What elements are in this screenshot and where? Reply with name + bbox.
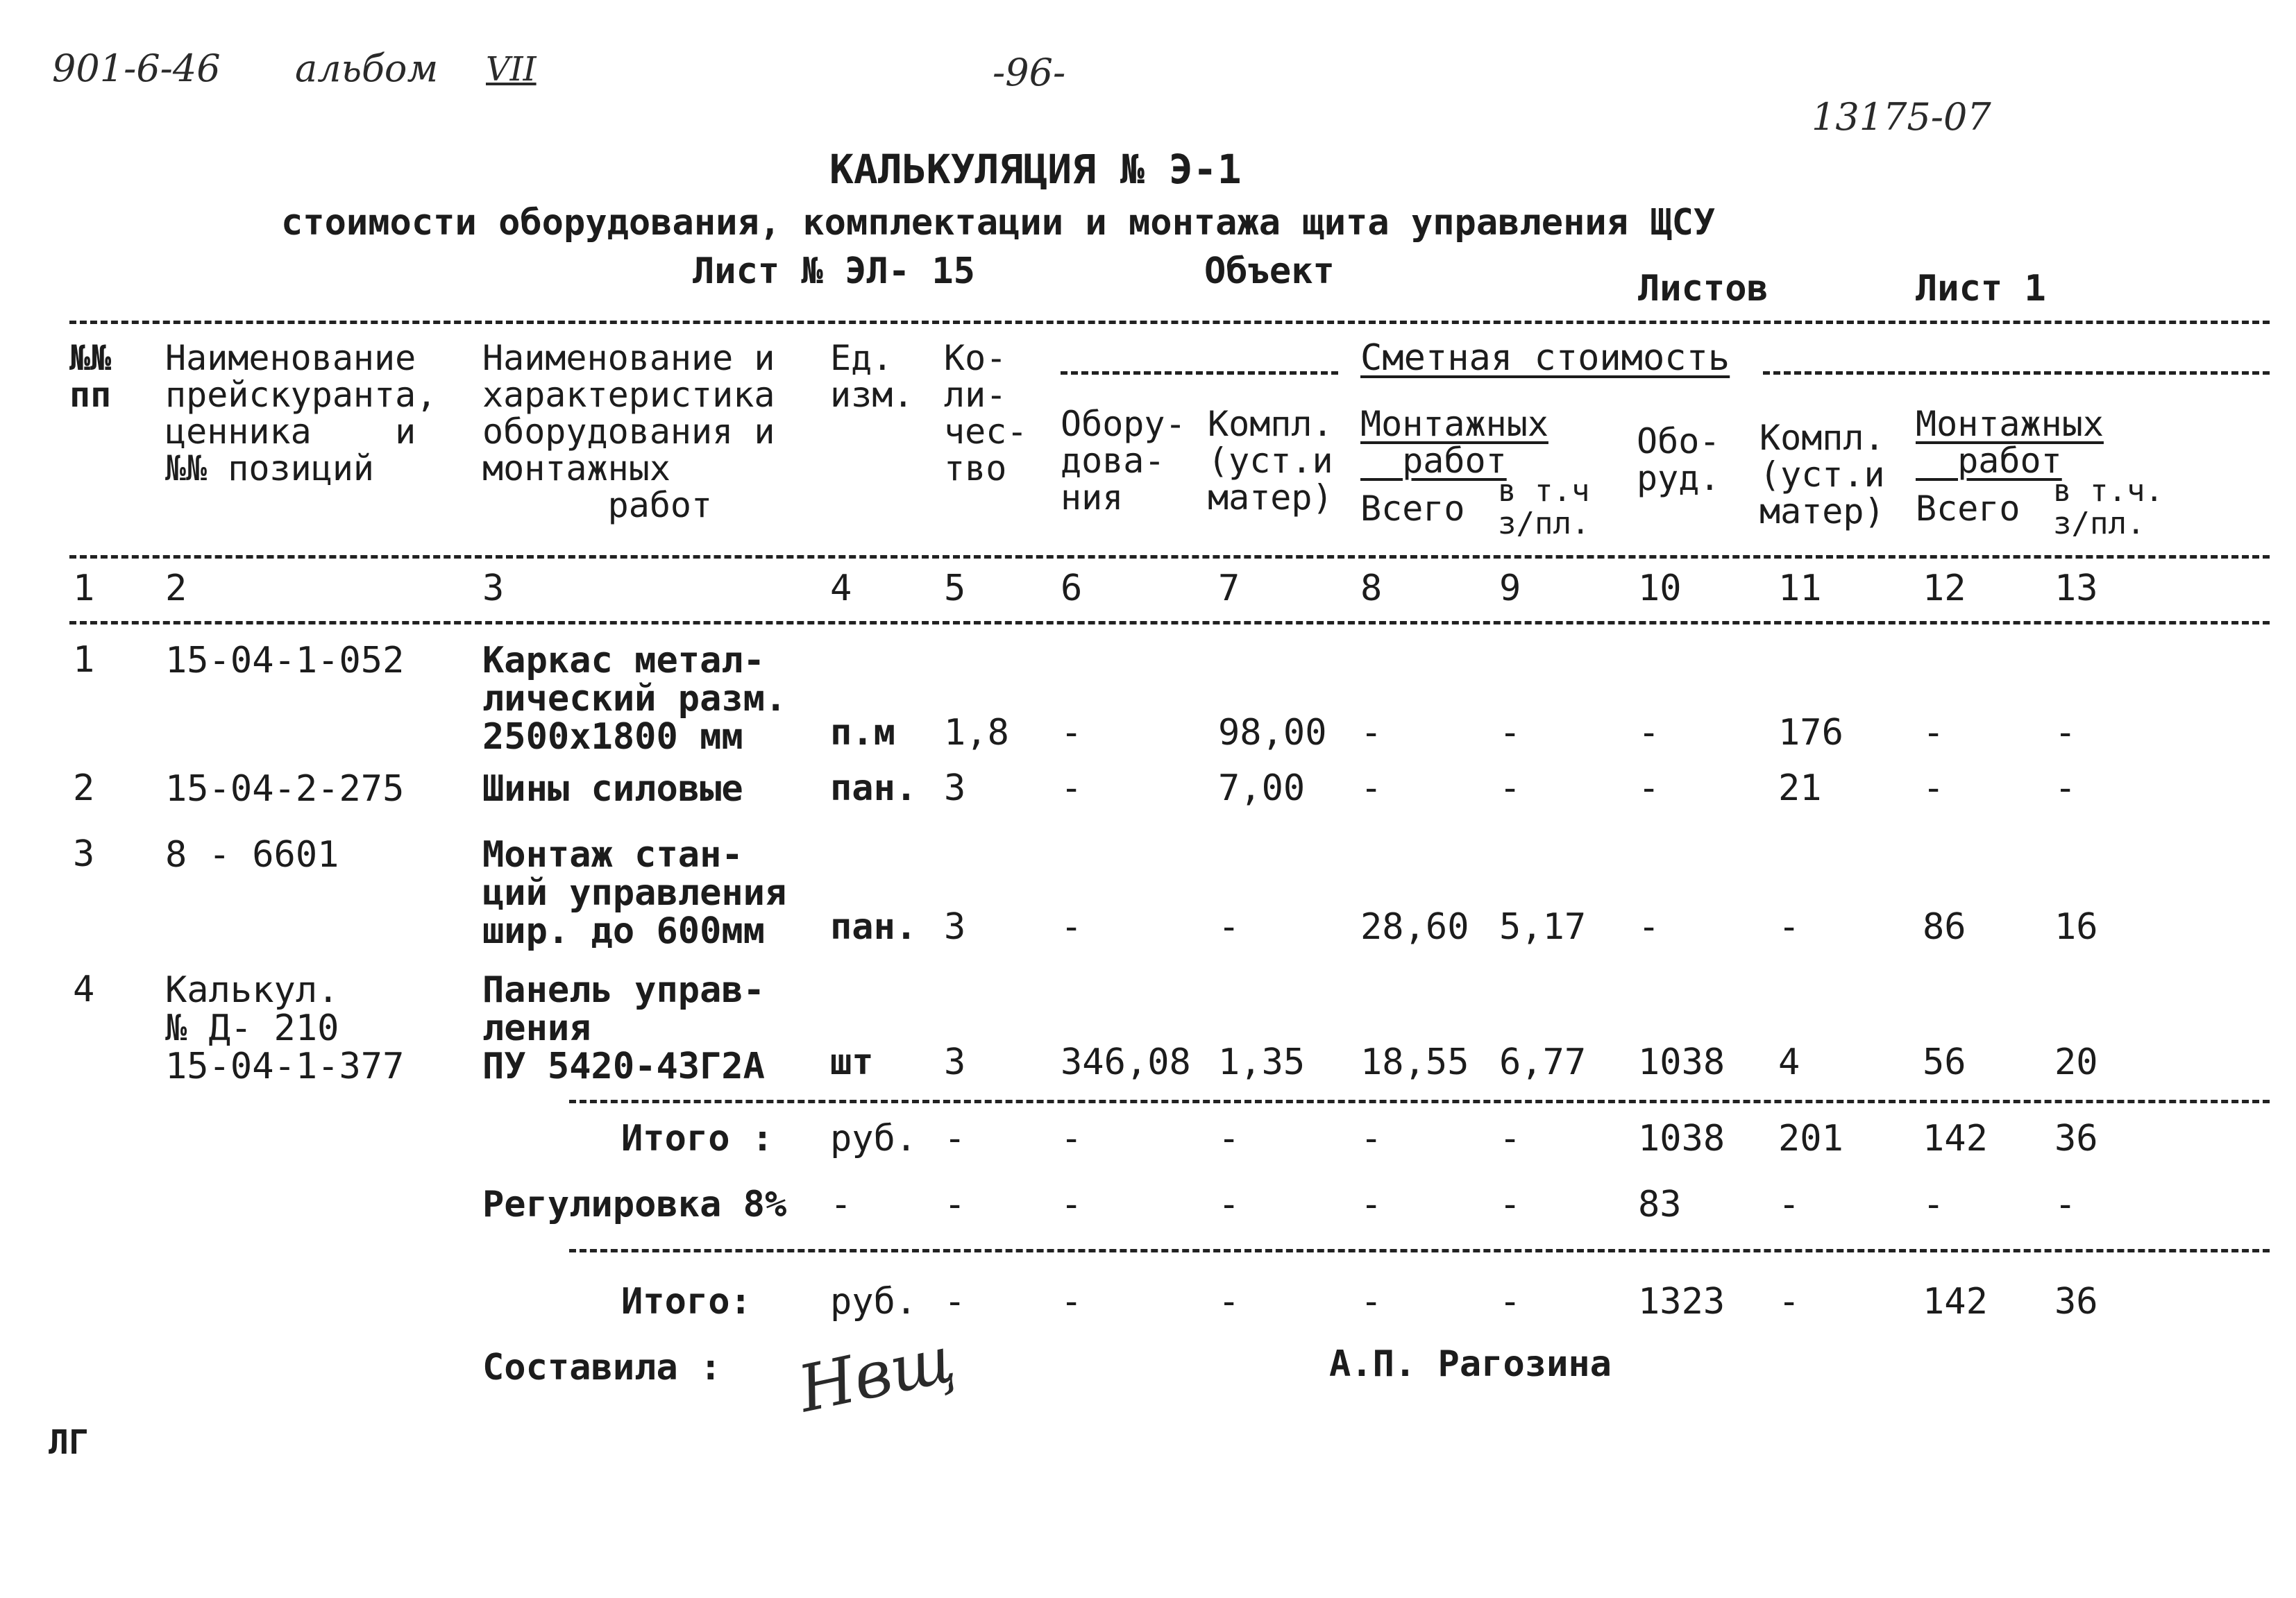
- totals-cell-c8: -: [1360, 1184, 1383, 1225]
- row-cell-c8: -: [1360, 767, 1383, 809]
- row-number: 1: [73, 639, 95, 681]
- header-complect-2: Компл. (уст.и матер): [1759, 418, 1885, 532]
- column-number: 2: [165, 568, 187, 609]
- estimated-rule-right: [1763, 371, 2270, 375]
- totals-label: Регулировка 8%: [482, 1184, 787, 1225]
- totals-cell-c10: 1323: [1638, 1281, 1725, 1323]
- row-cell-c12: 86: [1923, 906, 1966, 948]
- row-cell-c7: 98,00: [1218, 712, 1327, 754]
- row-cell-c9: -: [1499, 712, 1521, 754]
- sheet-number-label: Лист № ЭЛ- 15: [693, 250, 975, 292]
- row-cell-c11: 176: [1778, 712, 1843, 754]
- row-cell-c10: -: [1638, 712, 1660, 754]
- row-cell-c12: 56: [1923, 1042, 1966, 1083]
- row-cell-c13: -: [2054, 767, 2077, 809]
- totals-cell-c6: -: [1061, 1281, 1083, 1323]
- totals-cell-c7: -: [1218, 1184, 1240, 1225]
- totals-cell-c9: -: [1499, 1281, 1521, 1323]
- row-item-name: Монтаж стан- ций управления шир. до 600мм: [482, 834, 787, 953]
- column-number: 13: [2054, 568, 2098, 609]
- column-number: 3: [482, 568, 505, 609]
- row-cell-c13: 16: [2054, 906, 2098, 948]
- header-incl-wages-2: в т.ч. з/пл.: [2053, 473, 2163, 541]
- object-label: Объект: [1204, 250, 1335, 292]
- totals-cell-c8: -: [1360, 1281, 1383, 1323]
- totals-cell-c12: -: [1923, 1184, 1945, 1225]
- row-cell-c13: -: [2054, 712, 2077, 754]
- row-cell-c12: -: [1923, 712, 1945, 754]
- row-cell-c10: -: [1638, 767, 1660, 809]
- totals-cell-c7: -: [1218, 1281, 1240, 1323]
- totals-cell-c13: -: [2054, 1184, 2077, 1225]
- row-item-name: Шины силовые: [482, 768, 743, 810]
- row-cell-c11: 4: [1778, 1042, 1800, 1083]
- row-number: 4: [73, 969, 95, 1010]
- totals-label: Итого:: [621, 1281, 752, 1323]
- signature: Нвщ: [792, 1321, 961, 1427]
- sheets-count-label: Листов: [1638, 268, 1769, 309]
- totals-cell-c11: -: [1778, 1184, 1800, 1225]
- header-quantity: Ко- ли- чес- тво: [944, 338, 1028, 488]
- totals-cell-c5: -: [944, 1118, 966, 1159]
- row-cell-c10: 1038: [1638, 1042, 1725, 1083]
- row-pricelist-code: 15-04-1-052: [165, 640, 405, 681]
- sheet-one-label: Лист 1: [1916, 268, 2046, 309]
- row-pricelist-code: 15-04-2-275: [165, 768, 405, 810]
- column-number: 5: [944, 568, 966, 609]
- row-pricelist-code: 8 - 6601: [165, 834, 339, 876]
- row-cell-c8: -: [1360, 712, 1383, 754]
- header-total: Всего: [1360, 488, 1465, 529]
- header-equipment: Обору- дова- ния: [1061, 404, 1186, 518]
- row-unit: пан.: [830, 767, 918, 809]
- row-cell-c6: -: [1061, 767, 1083, 809]
- column-number: 1: [73, 568, 95, 609]
- row-number: 3: [73, 833, 95, 875]
- totals-cell-c5: -: [944, 1281, 966, 1323]
- totals-cell-c7: -: [1218, 1118, 1240, 1159]
- row-unit: шт: [830, 1042, 874, 1083]
- column-number: 4: [830, 568, 852, 609]
- totals-unit: -: [830, 1184, 852, 1225]
- row-cell-c9: 5,17: [1499, 906, 1587, 948]
- corner-mark: ЛГ: [49, 1423, 89, 1462]
- totals-cell-c6: -: [1061, 1118, 1083, 1159]
- row-quantity: 3: [944, 767, 966, 809]
- row-cell-c9: 6,77: [1499, 1042, 1587, 1083]
- totals-cell-c10: 1038: [1638, 1118, 1725, 1159]
- totals-cell-c13: 36: [2054, 1118, 2098, 1159]
- document-subtitle: стоимости оборудования, комплектации и монтажа щита управления ЩСУ: [281, 202, 1716, 244]
- header-name: Наименование и характеристика оборудования и монтажных работ: [482, 338, 775, 525]
- row-quantity: 3: [944, 1042, 966, 1083]
- row-cell-c6: -: [1061, 712, 1083, 754]
- row-number: 2: [73, 767, 95, 809]
- totals-label: Итого :: [621, 1118, 774, 1159]
- header-unit: Ед. изм.: [830, 338, 914, 415]
- column-number: 8: [1360, 568, 1383, 609]
- header-top-rule: [69, 321, 2270, 324]
- totals-unit: руб.: [830, 1281, 918, 1323]
- row-cell-c8: 18,55: [1360, 1042, 1469, 1083]
- row-cell-c11: -: [1778, 906, 1800, 948]
- row-cell-c12: -: [1923, 767, 1945, 809]
- column-number: 11: [1778, 568, 1822, 609]
- totals-unit: руб.: [830, 1118, 918, 1159]
- header-pricelist: Наименование прейскуранта, ценника и №№ позиций: [165, 338, 437, 488]
- column-number: 6: [1061, 568, 1083, 609]
- column-numbers-top-rule: [69, 555, 2270, 559]
- totals-cell-c11: -: [1778, 1281, 1800, 1323]
- header-mounting: Монтажных работ: [1360, 404, 1548, 481]
- totals-cell-c10: 83: [1638, 1184, 1682, 1225]
- row-pricelist-code: Калькул. № Д- 210 15-04-1-377: [165, 969, 405, 1088]
- totals-cell-c11: 201: [1778, 1118, 1843, 1159]
- estimated-rule-left: [1061, 371, 1338, 375]
- totals-cell-c13: 36: [2054, 1281, 2098, 1323]
- totals-cell-c9: -: [1499, 1118, 1521, 1159]
- header-equipment-2: Обо- руд.: [1637, 421, 1721, 498]
- totals-middle-rule: [569, 1249, 2270, 1252]
- row-cell-c13: 20: [2054, 1042, 2098, 1083]
- totals-cell-c5: -: [944, 1184, 966, 1225]
- document-title: КАЛЬКУЛЯЦИЯ № Э-1: [829, 146, 1242, 193]
- totals-cell-c12: 142: [1923, 1118, 1988, 1159]
- row-cell-c7: -: [1218, 906, 1240, 948]
- header-total-2: Всего: [1916, 488, 2020, 529]
- totals-top-rule: [569, 1100, 2270, 1103]
- row-cell-c6: -: [1061, 906, 1083, 948]
- column-number: 12: [1923, 568, 1966, 609]
- header-mounting-2: Монтажных работ: [1916, 404, 2104, 481]
- column-number: 10: [1638, 568, 1682, 609]
- row-cell-c10: -: [1638, 906, 1660, 948]
- row-unit: пан.: [830, 906, 918, 948]
- compiler-name: А.П. Рагозина: [1329, 1343, 1612, 1385]
- totals-cell-c6: -: [1061, 1184, 1083, 1225]
- header-incl-wages: в т.ч з/пл.: [1498, 473, 1590, 541]
- handwritten-album-number: VII: [486, 50, 537, 89]
- totals-cell-c9: -: [1499, 1184, 1521, 1225]
- row-cell-c9: -: [1499, 767, 1521, 809]
- row-quantity: 1,8: [944, 712, 1009, 754]
- column-number: 7: [1218, 568, 1240, 609]
- totals-cell-c8: -: [1360, 1118, 1383, 1159]
- row-unit: п.м: [830, 712, 895, 754]
- compiled-by-label: Составила :: [482, 1347, 722, 1388]
- totals-cell-c12: 142: [1923, 1281, 1988, 1323]
- header-row-number: №№ пп: [69, 338, 112, 415]
- column-number: 9: [1499, 568, 1521, 609]
- header-complect: Компл. (уст.и матер): [1208, 404, 1333, 518]
- handwritten-inventory-number: 13175-07: [1812, 95, 1991, 139]
- handwritten-code: 901-6-46: [52, 46, 221, 90]
- row-quantity: 3: [944, 906, 966, 948]
- handwritten-page-number: -96-: [993, 51, 1066, 94]
- row-cell-c11: 21: [1778, 767, 1822, 809]
- row-cell-c7: 1,35: [1218, 1042, 1306, 1083]
- row-cell-c6: 346,08: [1061, 1042, 1191, 1083]
- handwritten-album: альбом: [295, 46, 439, 90]
- row-item-name: Каркас метал- лический разм. 2500х1800 мм: [482, 640, 787, 758]
- column-numbers-bottom-rule: [69, 621, 2270, 624]
- header-estimated-cost: Сметная стоимость: [1360, 337, 1730, 379]
- row-cell-c7: 7,00: [1218, 767, 1306, 809]
- row-item-name: Панель управ- ления ПУ 5420-43Г2А: [482, 969, 765, 1088]
- row-cell-c8: 28,60: [1360, 906, 1469, 948]
